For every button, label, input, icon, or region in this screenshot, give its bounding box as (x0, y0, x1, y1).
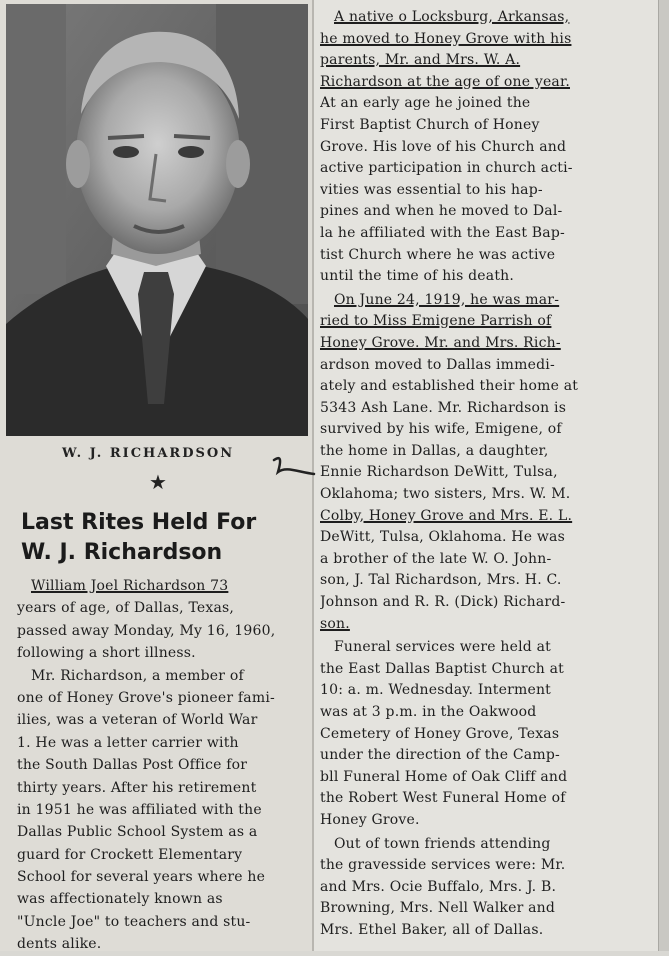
text-line (320, 333, 650, 355)
text-line: ardson moved to Dallas immedi- (320, 356, 555, 373)
text-line (17, 575, 319, 597)
text-line: guard for Crockett Elementary (17, 846, 243, 863)
adjacent-clipping-edge (658, 0, 669, 951)
text-line: ilies, was a veteran of World War (17, 712, 258, 729)
article-headline (21, 508, 311, 568)
text-line: Honey Grove. (320, 811, 420, 828)
headline-line-2: W. J. Richardson (21, 540, 223, 565)
text-line: tist Church where he was active (320, 246, 556, 263)
text-line: the gravesside services were: Mr. (320, 857, 566, 874)
text-line: the Robert West Funeral Home of (320, 790, 566, 807)
text-line: under the direction of the Camp- (320, 747, 560, 764)
text-line: and Mrs. Ocie Buffalo, Mrs. J. B. (320, 878, 557, 895)
underlined-text: son. (320, 615, 350, 632)
text-line (320, 506, 650, 528)
text-line: bll Funeral Home of Oak Cliff and (320, 768, 568, 785)
text-line: following a short illness. (17, 645, 196, 662)
text-line: Ennie Richardson DeWitt, Tulsa, (320, 464, 558, 481)
text-line: pines and when he moved to Dal- (320, 203, 563, 220)
text-line: School for several years where he (17, 869, 266, 886)
text-line: until the time of his death. (320, 268, 515, 285)
text-line: a brother of the late W. O. John- (320, 550, 552, 567)
text-line: Out of town friends attending (334, 835, 551, 852)
text-line: 10: a. m. Wednesday. Interment (320, 682, 551, 699)
underlined-text: ried to Miss Emigene Parrish of (320, 313, 552, 330)
article-body-right (320, 7, 650, 942)
text-line (320, 311, 650, 333)
text-line (320, 7, 650, 29)
text-line: Funeral services were held at (334, 639, 551, 656)
text-line: years of age, of Dallas, Texas, (17, 600, 235, 617)
text-line (320, 614, 650, 636)
text-line: was at 3 p.m. in the Oakwood (320, 704, 537, 720)
text-line: the home in Dallas, a daughter, (320, 442, 549, 459)
underlined-text: Honey Grove. Mr. and Mrs. Rich- (320, 334, 561, 351)
text-line: 1. He was a letter carrier with (17, 734, 239, 751)
text-line: Mrs. Ethel Baker, all of Dallas. (320, 921, 544, 938)
text-line: At an early age he joined the (320, 95, 531, 112)
photo-caption: W. J. RICHARDSON (62, 446, 235, 461)
underlined-text: parents, Mr. and Mrs. W. A. (320, 52, 521, 69)
text-line: Browning, Mrs. Nell Walker and (320, 900, 556, 917)
text-line: Mr. Richardson, a member of (31, 667, 244, 684)
text-line: vities was essential to his hap- (320, 181, 543, 198)
article-body-left (17, 575, 319, 956)
text-line: Johnson and R. R. (Dick) Richard- (320, 594, 566, 611)
text-line: Oklahoma; two sisters, Mrs. W. M. (320, 486, 571, 503)
text-line: dents alike. (17, 936, 102, 953)
underlined-text: Colby, Honey Grove and Mrs. E. L. (320, 507, 573, 524)
text-line (320, 50, 650, 72)
headline-line-1: Last Rites Held For (21, 510, 257, 535)
portrait-photo (6, 4, 308, 436)
text-line: active participation in church acti- (320, 160, 573, 177)
handwritten-mark-icon (268, 438, 318, 488)
text-line (320, 72, 650, 94)
underlined-text: he moved to Honey Grove with his (320, 30, 572, 47)
text-line: la he affiliated with the East Bap- (320, 224, 565, 241)
text-line: 5343 Ash Lane. Mr. Richardson is (320, 399, 567, 416)
underlined-text: William Joel Richardson 73 (31, 578, 229, 594)
text-line: Cemetery of Honey Grove, Texas (320, 725, 560, 742)
text-line: one of Honey Grove's pioneer fami- (17, 689, 275, 706)
text-line: son, J. Tal Richardson, Mrs. H. C. (320, 572, 562, 589)
text-line (320, 290, 650, 312)
star-icon: ★ (149, 470, 167, 494)
text-line: the South Dallas Post Office for (17, 757, 248, 774)
text-line: was affectionately known as (17, 891, 223, 908)
text-line: Dallas Public School System as a (17, 824, 258, 841)
text-line (320, 29, 650, 51)
underlined-text: A native o Locksburg, Arkansas, (334, 9, 570, 25)
text-line: "Uncle Joe" to teachers and stu- (17, 913, 251, 930)
portrait-image (6, 4, 308, 436)
underlined-text: On June 24, 1919, he was mar- (334, 291, 560, 308)
text-line: passed away Monday, My 16, 1960, (17, 622, 276, 639)
text-line: survived by his wife, Emigene, of (320, 421, 562, 438)
underlined-text: Richardson at the age of one year. (320, 73, 570, 90)
text-line: the East Dallas Baptist Church at (320, 660, 564, 677)
text-line: DeWitt, Tulsa, Oklahoma. He was (320, 529, 565, 546)
text-line: in 1951 he was affiliated with the (17, 801, 262, 818)
text-line: thirty years. After his retirement (17, 779, 257, 796)
text-line: Grove. His love of his Church and (320, 138, 567, 155)
text-line: First Baptist Church of Honey (320, 116, 540, 133)
text-line: ately and established their home at (320, 378, 579, 395)
